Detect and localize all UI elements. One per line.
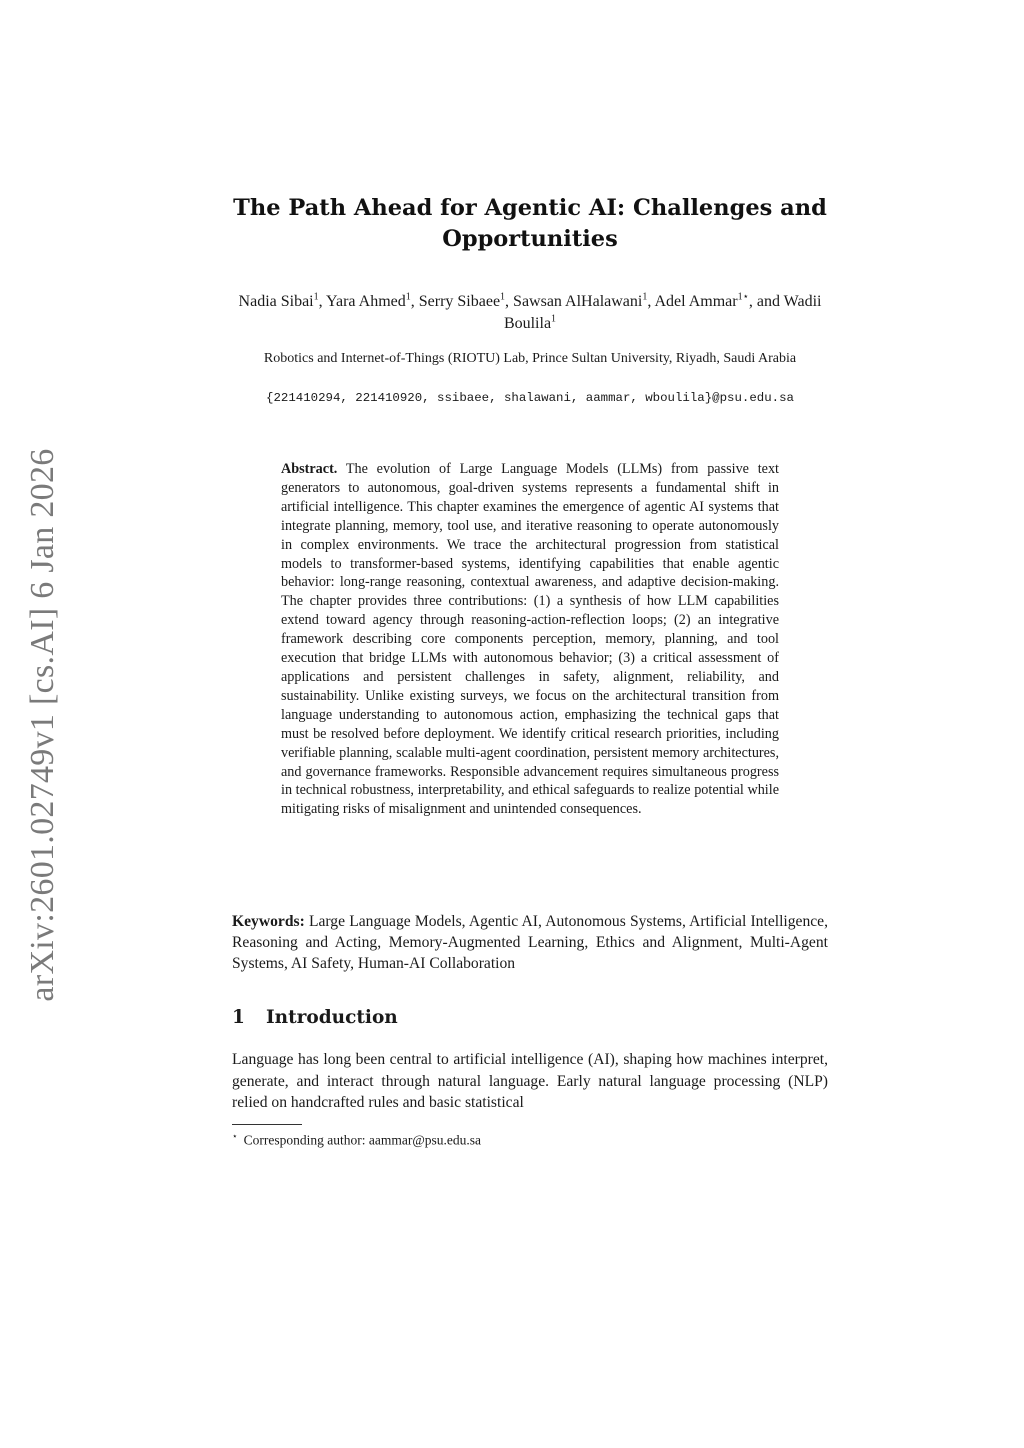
author-affiliation-mark: 1⋆ (737, 291, 749, 303)
section-title: Introduction (266, 1007, 398, 1028)
paper-title: The Path Ahead for Agentic AI: Challenges and Opportunities (233, 195, 827, 252)
author-affiliation-mark: 1 (500, 291, 506, 303)
author-affiliation-mark: 1 (405, 291, 411, 303)
author-name: Serry Sibaee (418, 293, 501, 310)
arxiv-identifier-stamp: arXiv:2601.02749v1 [cs.AI] 6 Jan 2026 (24, 448, 61, 1002)
keywords (232, 911, 828, 974)
footnote-mark: ⋆ (232, 1131, 238, 1141)
abstract (281, 460, 779, 819)
author-affiliation: Robotics and Internet-of-Things (RIOTU) Lab, Prince Sultan University, Riyadh, Saudi Arabia (263, 351, 797, 366)
abstract-text: The evolution of Large Language Models (LLMs) from passive text generators to autonomous, goal-driven systems represents a fundamental shift in artificial intelligence. This chapter examines the emergence of agentic AI systems that integrate planning, memory, tool use, and iterative reasoning to operate autonomously in complex environments. We trace the architectural progression from statistical models to transformer-based systems, identifying capabilities that enable agentic behavior: long-range reasoning, contextual awareness, and adaptive decision-making. The chapter provides three contributions: (1) a synthesis of how LLM capabilities extend toward agency through reasoning-action-reflection loops; (2) an integrative framework describing core components perception, memory, planning, and tool execution that bridge LLMs with autonomous behavior; (3) a critical assessment of applications and persistent challenges in safety, alignment, reliability, and sustainability. Unlike existing surveys, we focus on the architectural transition from language understanding to autonomous action, emphasizing the technical gaps that must be resolved before deployment. We identify critical research priorities, including verifiable planning, scalable multi-agent coordination, persistent memory architectures, and governance frameworks. Responsible advancement requires simultaneous progress in technical robustness, interpretability, and ethical safeguards to realize potential while mitigating risks of misalignment and unintended consequences. (281, 461, 779, 818)
author-name: Sawsan AlHalawani (513, 293, 643, 310)
author-list: Nadia Sibai$^1$, Yara Ahmed$^1$, Serry Sibaee$^1$, Sawsan AlHalawani$^1$, Adel Ammar$^{1⋆}$, and Wadii Boulila$^1$ (238, 291, 822, 332)
author-name: Yara Ahmed (326, 293, 406, 310)
author-name: Adel Ammar (654, 293, 738, 310)
author-emails: {221410294, 221410920, ssibaee, shalawani, aammar, wboulila}@psu.edu.sa (266, 391, 794, 405)
footnote-text: Corresponding author: aammar@psu.edu.sa (243, 1132, 482, 1148)
keywords-text: Large Language Models, Agentic AI, Autonomous Systems, Artificial Intelligence, Reasoning and Acting, Memory-Augmented Learning, Ethics and Alignment, Multi-Agent Systems, AI Safety, Human-AI Collaboration (232, 913, 828, 972)
author-affiliation-mark: 1 (642, 291, 648, 303)
section-number: 1 (232, 1007, 245, 1028)
section-heading (232, 1005, 828, 1031)
author-affiliation-mark: 1 (551, 313, 557, 325)
footnote-divider (232, 1124, 302, 1125)
keywords-label: Keywords: (232, 913, 305, 930)
abstract-label: Abstract. (281, 461, 338, 477)
author-affiliation-mark: 1 (313, 291, 319, 303)
author-name: Nadia Sibai (238, 293, 314, 310)
section-body-text: Language has long been central to artificial intelligence (AI), shaping how machines interpret, generate, and interact through natural language. Early natural language processing (NLP) relied on handcrafted rules and basic statistical (232, 1051, 828, 1111)
author-name: Wadii Boulila (503, 293, 822, 332)
footnote (232, 1127, 828, 1150)
